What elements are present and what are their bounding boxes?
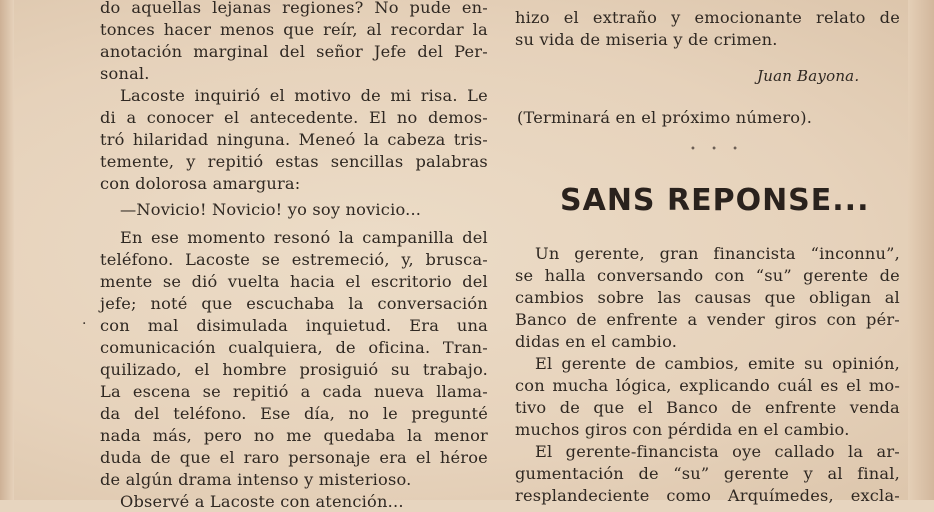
text-line: sonal. xyxy=(100,64,150,83)
text-line: su vida de miseria y de crimen. xyxy=(515,30,778,49)
text-line: Lacoste inquirió el motivo de mi risa. Le xyxy=(120,86,488,105)
text-line: En ese momento resonó la campanilla del xyxy=(120,228,488,247)
article-title: SANS REPONSE... xyxy=(560,183,870,218)
text-line: con mucha lógica, explicando cuál es el mo- xyxy=(515,376,900,395)
text-line: con dolorosa amargura: xyxy=(100,174,301,193)
text-line: comunicación cualquiera, de oficina. Tran- xyxy=(100,338,488,357)
text-line: duda de que el raro personaje era el héroe xyxy=(100,448,488,467)
text-line: con mal disimulada inquietud. Era una xyxy=(100,316,488,335)
text-line: —Novicio! Novicio! yo soy novicio... xyxy=(120,200,422,219)
text-line: jefe; noté que escuchaba la conversación xyxy=(100,294,488,313)
text-line: teléfono. Lacoste se estremeció, y, brusca- xyxy=(100,250,488,269)
text-line: temente, y repitió estas sencillas palabras xyxy=(100,152,488,171)
text-line: hizo el extraño y emocionante relato de xyxy=(515,8,900,27)
text-line: da del teléfono. Ese día, no le pregunté xyxy=(100,404,488,423)
text-line: do aquellas lejanas regiones? No pude en- xyxy=(100,0,488,17)
text-line: muchos giros con pérdida en el cambio. xyxy=(515,420,850,439)
text-line: de algún drama intenso y misterioso. xyxy=(100,470,412,489)
page-edge-left xyxy=(0,0,14,500)
text-line: El gerente de cambios, emite su opinión, xyxy=(535,354,900,373)
text-line: didas en el cambio. xyxy=(515,332,678,351)
text-line: nada más, pero no me quedaba la menor xyxy=(100,426,488,445)
text-line: cambios sobre las causas que obligan al xyxy=(515,288,900,307)
text-line: quilizado, el hombre prosiguió su trabajo. xyxy=(100,360,488,379)
text-line: se halla conversando con “su” gerente de xyxy=(515,266,900,285)
text-line: mente se dió vuelta hacia el escritorio del xyxy=(100,272,488,291)
text-line: El gerente-financista oye callado la ar- xyxy=(535,442,900,461)
text-line: Un gerente, gran financista “inconnu”, xyxy=(535,244,900,263)
continuation-note: (Terminará en el próximo número). xyxy=(517,108,813,127)
text-line: anotación marginal del señor Jefe del Per- xyxy=(100,42,488,61)
author-signature: Juan Bayona. xyxy=(757,67,860,85)
section-separator: • • • xyxy=(690,144,745,155)
text-line: di a conocer el antecedente. El no demos- xyxy=(100,108,488,127)
text-line: tró hilaridad ninguna. Meneó la cabeza tris- xyxy=(100,130,488,149)
margin-mark: · xyxy=(82,316,87,332)
text-line: La escena se repitió a cada nueva llama- xyxy=(100,382,488,401)
page-edge-right xyxy=(908,0,934,500)
text-line: resplandeciente como Arquímedes, excla- xyxy=(515,486,900,505)
text-line: Observé a Lacoste con atención... xyxy=(120,492,404,511)
text-line: tonces hacer menos que reír, al recordar la xyxy=(100,20,488,39)
text-line: gumentación de “su” gerente y al final, xyxy=(515,464,900,483)
text-line: tivo de que el Banco de enfrente venda xyxy=(515,398,900,417)
text-line: Banco de enfrente a vender giros con pér- xyxy=(515,310,900,329)
